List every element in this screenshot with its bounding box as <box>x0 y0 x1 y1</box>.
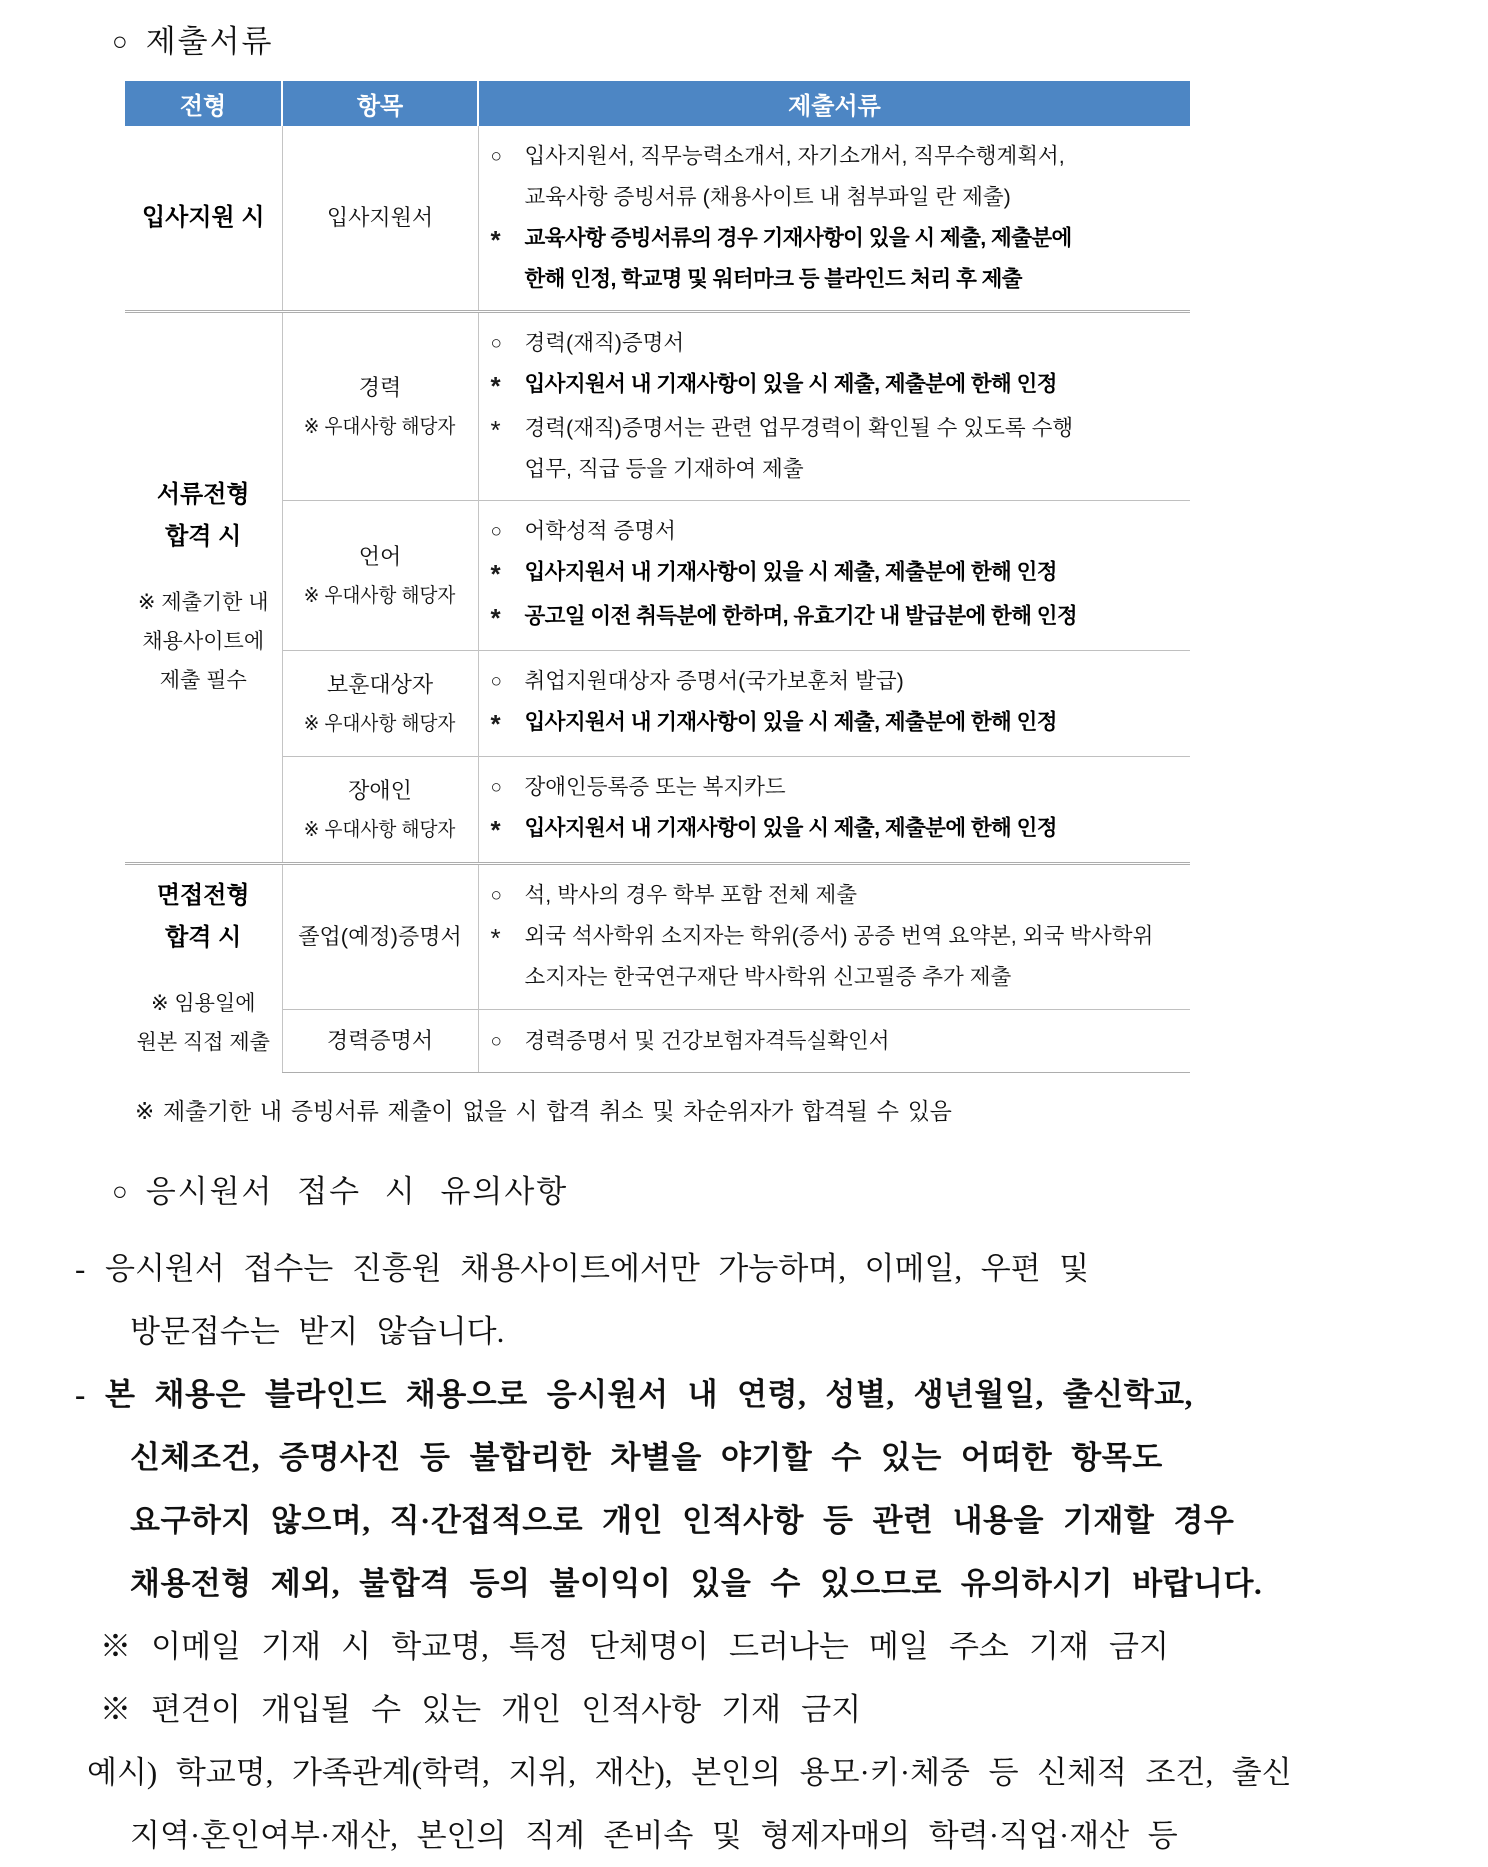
stage-note-line: 채용사이트에 <box>142 630 265 654</box>
item-name: 언어 <box>358 543 402 569</box>
documents-cell <box>478 1009 1190 1072</box>
stage-note-line: 제출 필수 <box>159 668 247 692</box>
stage-note-line: ※ 임용일에 <box>150 992 256 1015</box>
item-name: 보훈대상자 <box>326 671 434 697</box>
document-entry <box>487 364 1183 408</box>
circle-marker-icon: ○ <box>490 1030 502 1052</box>
example-line: 예시) 학교명, 가족관계(학력, 지위, 재산), 본인의 용모·키·체중 등 신체적 조건, 출신 <box>87 1755 1292 1791</box>
circle-marker-icon: ○ <box>490 777 502 798</box>
stage-note-line: 원본 직접 제출 <box>136 1030 270 1054</box>
table-row <box>125 1009 1190 1072</box>
item-note: ※ 우대사항 해당자 <box>304 416 456 439</box>
document-line: 장애인등록증 또는 복지카드 <box>524 775 786 799</box>
document-entry <box>487 875 1183 916</box>
item-name: 입사지원서 <box>326 205 434 231</box>
dash-marker-icon: - <box>75 1377 86 1413</box>
document-line: 입사지원서 내 기재사항이 있을 시 제출, 제출분에 한해 인정 <box>524 560 1057 584</box>
document-line: 석, 박사의 경우 학부 포함 전체 제출 <box>524 883 858 908</box>
document-entry <box>487 702 1183 746</box>
document-entry <box>487 808 1183 852</box>
dash-marker-icon: - <box>75 1251 86 1287</box>
document-entry <box>487 136 1183 218</box>
asterisk-marker-icon: * <box>490 709 501 739</box>
stage-note-line: ※ 제출기한 내 <box>137 591 269 615</box>
document-line: 입사지원서 내 기재사항이 있을 시 제출, 제출분에 한해 인정 <box>524 816 1057 840</box>
table-row <box>125 651 1190 757</box>
notice-line: 신체조건, 증명사진 등 불합리한 차별을 야기할 수 있는 어떠한 항목도 <box>130 1440 1163 1476</box>
item-cell-disabled <box>282 757 478 864</box>
item-note: ※ 우대사항 해당자 <box>304 585 456 608</box>
document-entry <box>487 596 1183 640</box>
asterisk-marker-icon: * <box>490 923 501 954</box>
stage-name: 합격 시 <box>165 523 242 551</box>
notice-block <box>75 1237 1455 1867</box>
stage-name: 합격 시 <box>165 924 242 951</box>
documents-cell <box>478 312 1190 501</box>
notice-line: 방문접수는 받지 않습니다. <box>130 1314 505 1350</box>
circle-marker-icon: ○ <box>490 521 502 542</box>
table-footnote: ※ 제출기한 내 증빙서류 제출이 없을 시 합격 취소 및 차순위자가 합격될 수 있음 <box>135 1098 952 1125</box>
notice-line: 응시원서 접수는 진흥원 채용사이트에서만 가능하며, 이메일, 우편 및 <box>105 1251 1090 1287</box>
document-line: 외국 석사학위 소지자는 학위(증서) 공증 번역 요약본, 외국 박사학위 <box>524 924 1154 949</box>
asterisk-marker-icon: * <box>490 815 501 845</box>
documents-section-heading <box>0 0 1488 61</box>
item-cell-language <box>282 501 478 651</box>
document-line: 한해 인정, 학교명 및 워터마크 등 블라인드 처리 후 제출 <box>524 267 1022 291</box>
asterisk-marker-icon: * <box>490 559 501 589</box>
item-note: ※ 우대사항 해당자 <box>304 819 456 842</box>
circle-bullet-icon: ○ <box>112 27 130 56</box>
document-entry <box>487 1021 1183 1062</box>
item-name: 졸업(예정)증명서 <box>298 924 462 950</box>
item-cell-career <box>282 312 478 501</box>
document-line: 경력(재직)증명서는 관련 업무경력이 확인될 수 있도록 수행 <box>524 416 1074 440</box>
circle-bullet-icon: ○ <box>112 1177 130 1207</box>
documents-cell <box>478 864 1190 1010</box>
documents-cell <box>478 757 1190 864</box>
document-line: 경력(재직)증명서 <box>524 331 685 355</box>
document-entry <box>487 661 1183 702</box>
document-entry <box>487 552 1183 596</box>
document-entry <box>487 916 1183 998</box>
notice-sub-note: ※ 편견이 개입될 수 있는 개인 인적사항 기재 금지 <box>100 1692 862 1728</box>
notice-item <box>75 1363 1455 1615</box>
table-row <box>125 757 1190 864</box>
document-entry <box>487 408 1183 490</box>
documents-cell <box>478 501 1190 651</box>
header-cell-documents: 제출서류 <box>478 81 1190 126</box>
document-entry <box>487 767 1183 808</box>
header-cell-stage: 전형 <box>125 81 282 126</box>
table-row <box>125 501 1190 651</box>
stage-cell-interview <box>125 864 282 1073</box>
stage-cell-application <box>125 126 282 312</box>
document-line: 업무, 직급 등을 기재하여 제출 <box>524 457 804 481</box>
document-line: 입사지원서 내 기재사항이 있을 시 제출, 제출분에 한해 인정 <box>524 372 1057 396</box>
item-cell <box>282 126 478 312</box>
documents-cell <box>478 126 1190 312</box>
table-row <box>125 864 1190 1010</box>
notice-line: 본 채용은 블라인드 채용으로 응시원서 내 연령, 성별, 생년월일, 출신학교, <box>105 1377 1193 1413</box>
document-entry <box>487 218 1183 300</box>
item-name: 경력 <box>358 374 402 400</box>
table-row <box>125 312 1190 501</box>
notice-item <box>75 1237 1455 1363</box>
notice-line: 채용전형 제외, 불합격 등의 불이익이 있을 수 있으므로 유의하시기 바랍니다. <box>130 1566 1263 1602</box>
notice-example <box>75 1741 1455 1867</box>
item-note: ※ 우대사항 해당자 <box>304 713 456 736</box>
table-row <box>125 126 1190 312</box>
circle-marker-icon: ○ <box>490 671 502 692</box>
document-line: 입사지원서 내 기재사항이 있을 시 제출, 제출분에 한해 인정 <box>524 710 1057 734</box>
document-line: 교육사항 증빙서류 (채용사이트 내 첨부파일 란 제출) <box>524 185 1011 209</box>
item-name: 장애인 <box>348 777 412 803</box>
item-name: 경력증명서 <box>326 1028 434 1054</box>
asterisk-marker-icon: * <box>490 225 501 255</box>
asterisk-marker-icon: * <box>490 371 501 401</box>
example-line: 지역·혼인여부·재산, 본인의 직계 존비속 및 형제자매의 학력·직업·재산 등 <box>130 1818 1178 1854</box>
document-line: 입사지원서, 직무능력소개서, 자기소개서, 직무수행계획서, <box>524 144 1065 168</box>
document-line: 공고일 이전 취득분에 한하며, 유효기간 내 발급분에 한해 인정 <box>524 604 1078 628</box>
stage-name: 입사지원 시 <box>141 204 265 231</box>
stage-name: 서류전형 <box>156 481 250 509</box>
circle-marker-icon: ○ <box>490 885 502 907</box>
circle-marker-icon: ○ <box>490 333 502 354</box>
stage-name: 면접전형 <box>156 882 250 909</box>
notice-section-heading <box>0 1126 1488 1211</box>
table-header-row <box>125 81 1190 126</box>
asterisk-marker-icon: * <box>490 415 501 445</box>
document-line: 소지자는 한국연구재단 박사학위 신고필증 추가 제출 <box>524 965 1012 990</box>
document-line: 어학성적 증명서 <box>524 519 676 543</box>
document-line: 경력증명서 및 건강보험자격득실확인서 <box>524 1028 890 1053</box>
circle-marker-icon: ○ <box>490 146 502 167</box>
document-line: 취업지원대상자 증명서(국가보훈처 발급) <box>524 669 904 693</box>
asterisk-marker-icon: * <box>490 603 501 633</box>
header-cell-item: 항목 <box>282 81 478 126</box>
notice-section-title: 응시원서 접수 시 유의사항 <box>145 1174 569 1210</box>
document-line: 교육사항 증빙서류의 경우 기재사항이 있을 시 제출, 제출분에 <box>524 226 1072 250</box>
item-cell-graduation <box>282 864 478 1010</box>
document-entry <box>487 323 1183 364</box>
document-entry <box>487 511 1183 552</box>
documents-section-title: 제출서류 <box>145 24 274 59</box>
notice-sub-note: ※ 이메일 기재 시 학교명, 특정 단체명이 드러나는 메일 주소 기재 금지 <box>100 1629 1169 1665</box>
item-cell-veteran <box>282 651 478 757</box>
stage-cell-document-screening <box>125 312 282 864</box>
documents-cell <box>478 651 1190 757</box>
submission-documents-table <box>125 81 1190 1073</box>
item-cell-career-cert <box>282 1009 478 1072</box>
notice-line: 요구하지 않으며, 직·간접적으로 개인 인적사항 등 관련 내용을 기재할 경우 <box>130 1503 1235 1539</box>
